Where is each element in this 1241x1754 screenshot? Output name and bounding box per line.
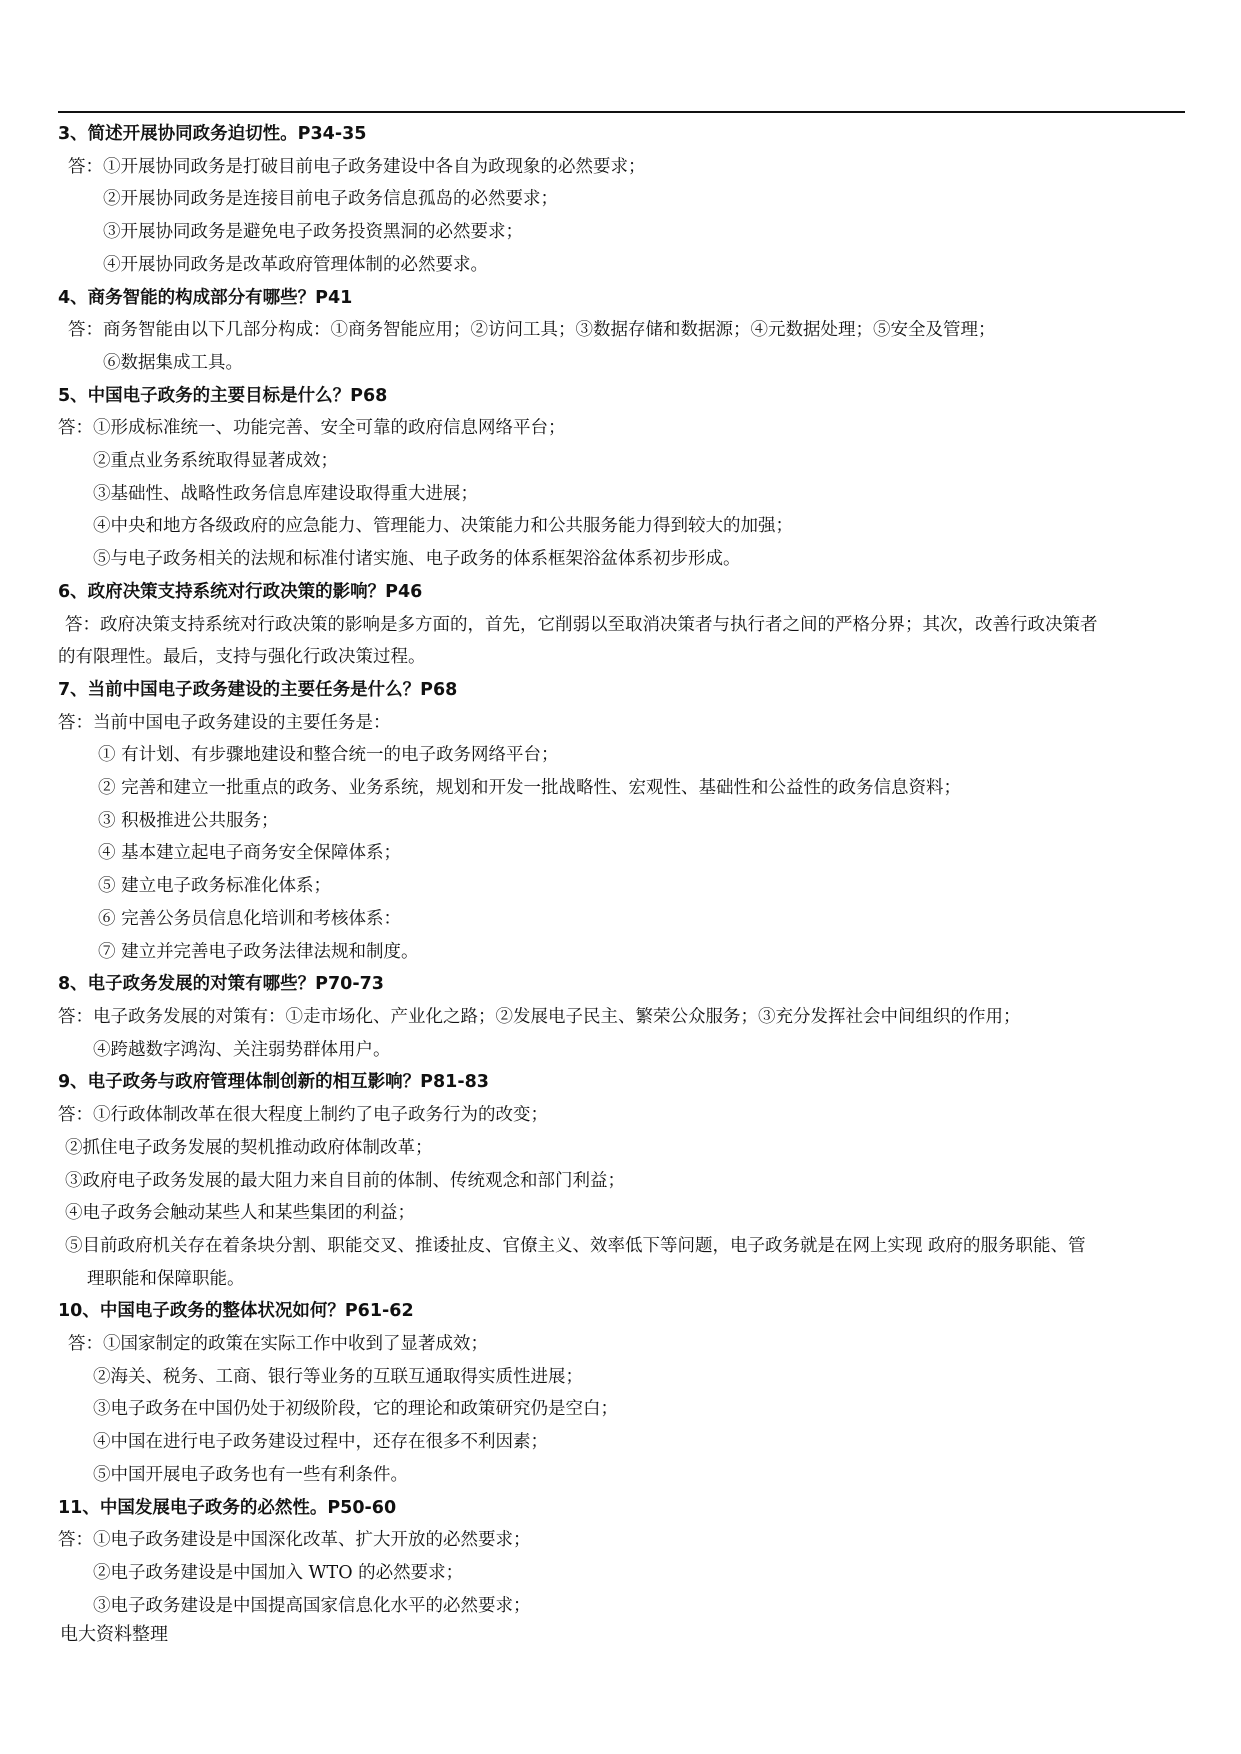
- answer-line: ②开展协同政务是连接目前电子政务信息孤岛的必然要求；: [103, 189, 558, 210]
- answer-line: ④ 基本建立起电子商务安全保障体系；: [98, 843, 402, 864]
- question-8-title: 8、电子政务发展的对策有哪些？P70-73: [58, 974, 384, 995]
- question-7-title: 7、当前中国电子政务建设的主要任务是什么？P68: [58, 679, 458, 700]
- answer-line: ⑦ 建立并完善电子政务法律法规和制度。: [98, 941, 419, 962]
- answer-line: 的有限理性。最后，支持与强化行政决策过程。: [58, 647, 426, 668]
- answer-line: ③开展协同政务是避免电子政务投资黑洞的必然要求；: [103, 222, 523, 243]
- question-9-title: 9、电子政务与政府管理体制创新的相互影响？P81-83: [58, 1072, 489, 1093]
- answer-line: 答：商务智能由以下几部分构成：①商务智能应用；②访问工具；③数据存储和数据源；④元数据处理；⑤安全及管理；: [68, 320, 996, 341]
- question-10-title: 10、中国电子政务的整体状况如何？P61-62: [58, 1301, 414, 1322]
- answer-line: ③政府电子政务发展的最大阻力来自目前的体制、传统观念和部门利益；: [65, 1170, 625, 1191]
- answer-line: 理职能和保障职能。: [87, 1268, 245, 1289]
- answer-line: ① 有计划、有步骤地建设和整合统一的电子政务网络平台；: [98, 745, 559, 766]
- answer-line: ② 完善和建立一批重点的政务、业务系统，规划和开发一批战略性、宏观性、基础性和公益性的政务信息资料；: [98, 778, 962, 799]
- answer-line: ②抓住电子政务发展的契机推动政府体制改革；: [65, 1137, 433, 1158]
- question-4-title: 4、商务智能的构成部分有哪些？P41: [58, 287, 353, 308]
- answer-line: ④跨越数字鸿沟、关注弱势群体用户。: [93, 1039, 391, 1060]
- answer-line: ③电子政务在中国仍处于初级阶段，它的理论和政策研究仍是空白；: [93, 1399, 618, 1420]
- answer-line: ⑤目前政府机关存在着条块分割、职能交叉、推诿扯皮、官僚主义、效率低下等问题，电子政务就是在网上实现 政府的服务职能、管: [65, 1235, 1086, 1256]
- question-11-title: 11、中国发展电子政务的必然性。P50-60: [58, 1497, 397, 1518]
- answer-line: ④电子政务会触动某些人和某些集团的利益；: [65, 1203, 415, 1224]
- answer-line: ④开展协同政务是改革政府管理体制的必然要求。: [103, 254, 488, 275]
- answer-line: 答：①开展协同政务是打破目前电子政务建设中各自为政现象的必然要求；: [68, 156, 646, 177]
- answer-line: ③ 积极推进公共服务；: [98, 810, 279, 831]
- header-rule: [58, 111, 1185, 113]
- answer-line: 答：当前中国电子政务建设的主要任务是：: [58, 712, 391, 733]
- answer-line: 答：①形成标准统一、功能完善、安全可靠的政府信息网络平台；: [58, 418, 566, 439]
- question-5-title: 5、中国电子政务的主要目标是什么？P68: [58, 385, 388, 406]
- page-footer: 电大资料整理: [60, 1624, 168, 1645]
- answer-line: ②电子政务建设是中国加入 WTO 的必然要求；: [93, 1562, 464, 1583]
- answer-line: 答：政府决策支持系统对行政决策的影响是多方面的，首先，它削弱以至取消决策者与执行者之间的严格分界；其次，改善行政决策者: [65, 614, 1098, 635]
- question-3-title: 3、简述开展协同政务迫切性。P34-35: [58, 124, 367, 144]
- answer-line: 答：①行政体制改革在很大程度上制约了电子政务行为的改变；: [58, 1105, 548, 1126]
- answer-line: ⑥ 完善公务员信息化培训和考核体系：: [98, 908, 402, 929]
- answer-line: ③基础性、战略性政务信息库建设取得重大进展；: [93, 483, 478, 504]
- answer-line: ②重点业务系统取得显著成效；: [93, 451, 338, 472]
- answer-line: 答：①国家制定的政策在实际工作中收到了显著成效；: [68, 1334, 488, 1355]
- question-6-title: 6、政府决策支持系统对行政决策的影响？P46: [58, 581, 423, 602]
- answer-line: 答：电子政务发展的对策有：①走市场化、产业化之路；②发展电子民主、繁荣公众服务；③充分发挥社会中间组织的作用；: [58, 1006, 1021, 1027]
- answer-line: ④中央和地方各级政府的应急能力、管理能力、决策能力和公共服务能力得到较大的加强；: [93, 516, 793, 537]
- answer-line: ③电子政务建设是中国提高国家信息化水平的必然要求；: [93, 1595, 531, 1616]
- answer-line: ⑤ 建立电子政务标准化体系；: [98, 876, 332, 897]
- document-body: [58, 118, 1185, 1622]
- answer-paragraph: [58, 1230, 1185, 1295]
- answer-line: ⑤中国开展电子政务也有一些有利条件。: [93, 1464, 408, 1485]
- answer-line: 答：①电子政务建设是中国深化改革、扩大开放的必然要求；: [58, 1530, 531, 1551]
- answer-line: ④中国在进行电子政务建设过程中，还存在很多不利因素；: [93, 1432, 548, 1453]
- answer-line: ⑥数据集成工具。: [103, 352, 243, 373]
- answer-line: ②海关、税务、工商、银行等业务的互联互通取得实质性进展；: [93, 1366, 583, 1387]
- answer-line: ⑤与电子政务相关的法规和标准付诸实施、电子政务的体系框架浴盆体系初步形成。: [93, 549, 741, 570]
